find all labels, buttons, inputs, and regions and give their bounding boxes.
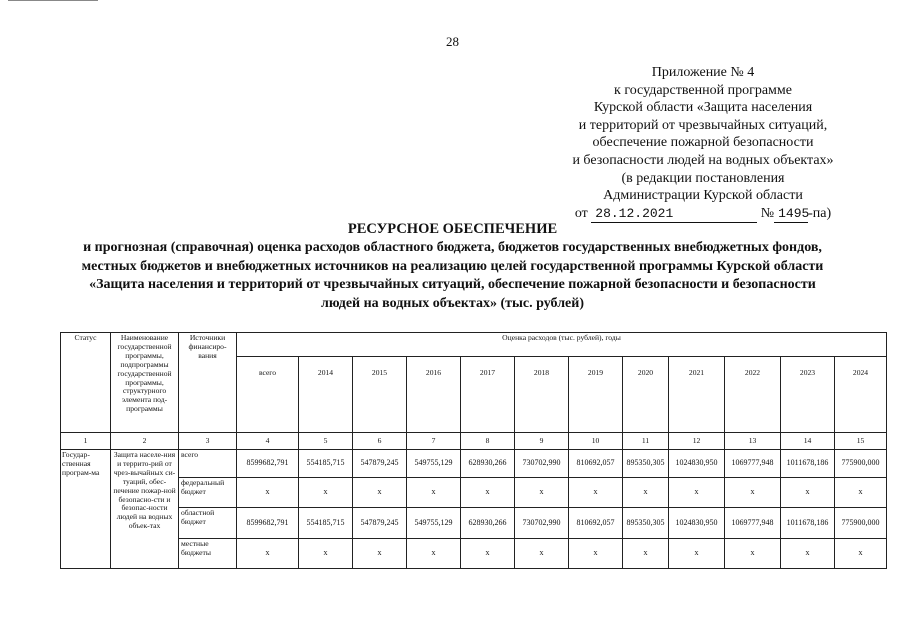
column-number: 9	[515, 433, 569, 450]
header-sources: Источники финансиро-вания	[179, 333, 237, 433]
document-title: РЕСУРСНОЕ ОБЕСПЕЧЕНИЕ	[347, 221, 558, 237]
table-row	[61, 478, 887, 508]
column-number: 13	[725, 433, 781, 450]
value-cell: 1069777,948	[725, 450, 781, 478]
header-total: всего	[237, 357, 299, 433]
from-label: от	[574, 205, 588, 221]
appendix-line: Администрации Курской области	[603, 188, 803, 204]
value-cell: 895350,305	[623, 450, 669, 478]
header-status: Статус	[61, 333, 111, 433]
page-number: 28	[446, 34, 459, 49]
header-estimate: Оценка расходов (тыс. рублей), годы	[237, 333, 887, 357]
value-cell: x	[623, 478, 669, 508]
value-cell: x	[781, 478, 835, 508]
value-cell: x	[669, 539, 725, 569]
value-cell: 547879,245	[353, 450, 407, 478]
appendix-line: обеспечение пожарной безопасности	[592, 135, 814, 151]
value-cell: x	[407, 539, 461, 569]
value-cell: 554185,715	[299, 508, 353, 539]
column-number: 6	[353, 433, 407, 450]
value-cell: x	[725, 478, 781, 508]
table-row	[61, 539, 887, 569]
value-cell: x	[515, 539, 569, 569]
column-number: 7	[407, 433, 461, 450]
value-cell: x	[461, 539, 515, 569]
source-cell: областной бюджет	[179, 508, 237, 539]
appendix-block	[548, 64, 858, 223]
header-year: 2017	[461, 357, 515, 433]
source-cell: местные бюджеты	[179, 539, 237, 569]
header-row	[61, 333, 887, 357]
header-year: 2014	[299, 357, 353, 433]
number-suffix: -па)	[808, 205, 832, 221]
value-cell: 1011678,186	[781, 450, 835, 478]
column-number: 1	[61, 433, 111, 450]
value-cell: 810692,057	[569, 508, 623, 539]
value-cell: x	[835, 478, 887, 508]
value-cell: 547879,245	[353, 508, 407, 539]
value-cell: 1069777,948	[725, 508, 781, 539]
value-cell: x	[461, 478, 515, 508]
value-cell: x	[299, 478, 353, 508]
value-cell: 628930,266	[461, 508, 515, 539]
value-cell: 1024830,950	[669, 450, 725, 478]
table-row	[61, 508, 887, 539]
appendix-line: к государственной программе	[614, 82, 792, 98]
value-cell: 730702,990	[515, 450, 569, 478]
value-cell: x	[299, 539, 353, 569]
value-cell: 1011678,186	[781, 508, 835, 539]
appendix-line: (в редакции постановления	[621, 170, 785, 186]
appendix-line: и безопасности людей на водных объектах»	[572, 152, 834, 168]
header-year: 2023	[781, 357, 835, 433]
value-cell: x	[515, 478, 569, 508]
source-cell: федеральный бюджет	[179, 478, 237, 508]
column-number: 3	[179, 433, 237, 450]
source-cell: всего	[179, 450, 237, 478]
header-year: 2020	[623, 357, 669, 433]
column-number: 2	[111, 433, 179, 450]
value-cell: x	[835, 539, 887, 569]
value-cell: x	[237, 478, 299, 508]
column-number: 10	[569, 433, 623, 450]
value-cell: 8599682,791	[237, 508, 299, 539]
value-cell: 1024830,950	[669, 508, 725, 539]
header-year: 2016	[407, 357, 461, 433]
column-number: 5	[299, 433, 353, 450]
value-cell: x	[569, 478, 623, 508]
value-cell: x	[725, 539, 781, 569]
value-cell: x	[353, 539, 407, 569]
value-cell: 549755,129	[407, 450, 461, 478]
column-number-row	[61, 433, 887, 450]
header-year: 2021	[669, 357, 725, 433]
value-cell: 775900,000	[835, 508, 887, 539]
value-cell: x	[569, 539, 623, 569]
value-cell: x	[407, 478, 461, 508]
header-year: 2024	[835, 357, 887, 433]
value-cell: 730702,990	[515, 508, 569, 539]
column-number: 14	[781, 433, 835, 450]
value-cell: x	[237, 539, 299, 569]
value-cell: 8599682,791	[237, 450, 299, 478]
value-cell: 775900,000	[835, 450, 887, 478]
header-name: Наименование государственной программы, подпрограммы государственной программы, структурного элемента под-программы	[111, 333, 179, 433]
header-year: 2019	[569, 357, 623, 433]
number-label: №	[760, 205, 775, 221]
column-number: 11	[623, 433, 669, 450]
resolution-number: 1495	[774, 205, 808, 224]
table-row	[61, 450, 887, 478]
appendix-line: Курской области «Защита населения	[593, 100, 813, 116]
value-cell: 810692,057	[569, 450, 623, 478]
header-year: 2015	[353, 357, 407, 433]
scan-edge-line	[8, 0, 98, 1]
value-cell: x	[669, 478, 725, 508]
resource-table	[60, 332, 887, 569]
status-cell: Государ-ственная програм-ма	[61, 450, 111, 569]
value-cell: x	[353, 478, 407, 508]
header-year: 2018	[515, 357, 569, 433]
value-cell: 554185,715	[299, 450, 353, 478]
value-cell: 628930,266	[461, 450, 515, 478]
appendix-line: и территорий от чрезвычайных ситуаций,	[578, 117, 828, 133]
column-number: 8	[461, 433, 515, 450]
value-cell: x	[781, 539, 835, 569]
value-cell: 895350,305	[623, 508, 669, 539]
column-number: 4	[237, 433, 299, 450]
header-year: 2022	[725, 357, 781, 433]
value-cell: x	[623, 539, 669, 569]
resolution-date: 28.12.2021	[591, 205, 757, 224]
program-name-cell: Защита населе-ния и террито-рий от чрез-вычайных си-туаций, обес-печение пожар-ной безопасно-сти и безопас-ности людей на водных объек-тах	[111, 450, 179, 569]
column-number: 15	[835, 433, 887, 450]
appendix-line: Приложение № 4	[651, 65, 755, 80]
value-cell: 549755,129	[407, 508, 461, 539]
column-number: 12	[669, 433, 725, 450]
document-subtitle: и прогнозная (справочная) оценка расходов областного бюджета, бюджетов государственных внебюджетных фондов, местных бюджетов и внебюджетных источников на реализацию целей государственной программы Курской области «Защита населения и территорий от чрезвычайных ситуаций, обеспечение пожарной безопасности и безопасности людей на водных объектах» (тыс. рублей)	[81, 240, 824, 311]
